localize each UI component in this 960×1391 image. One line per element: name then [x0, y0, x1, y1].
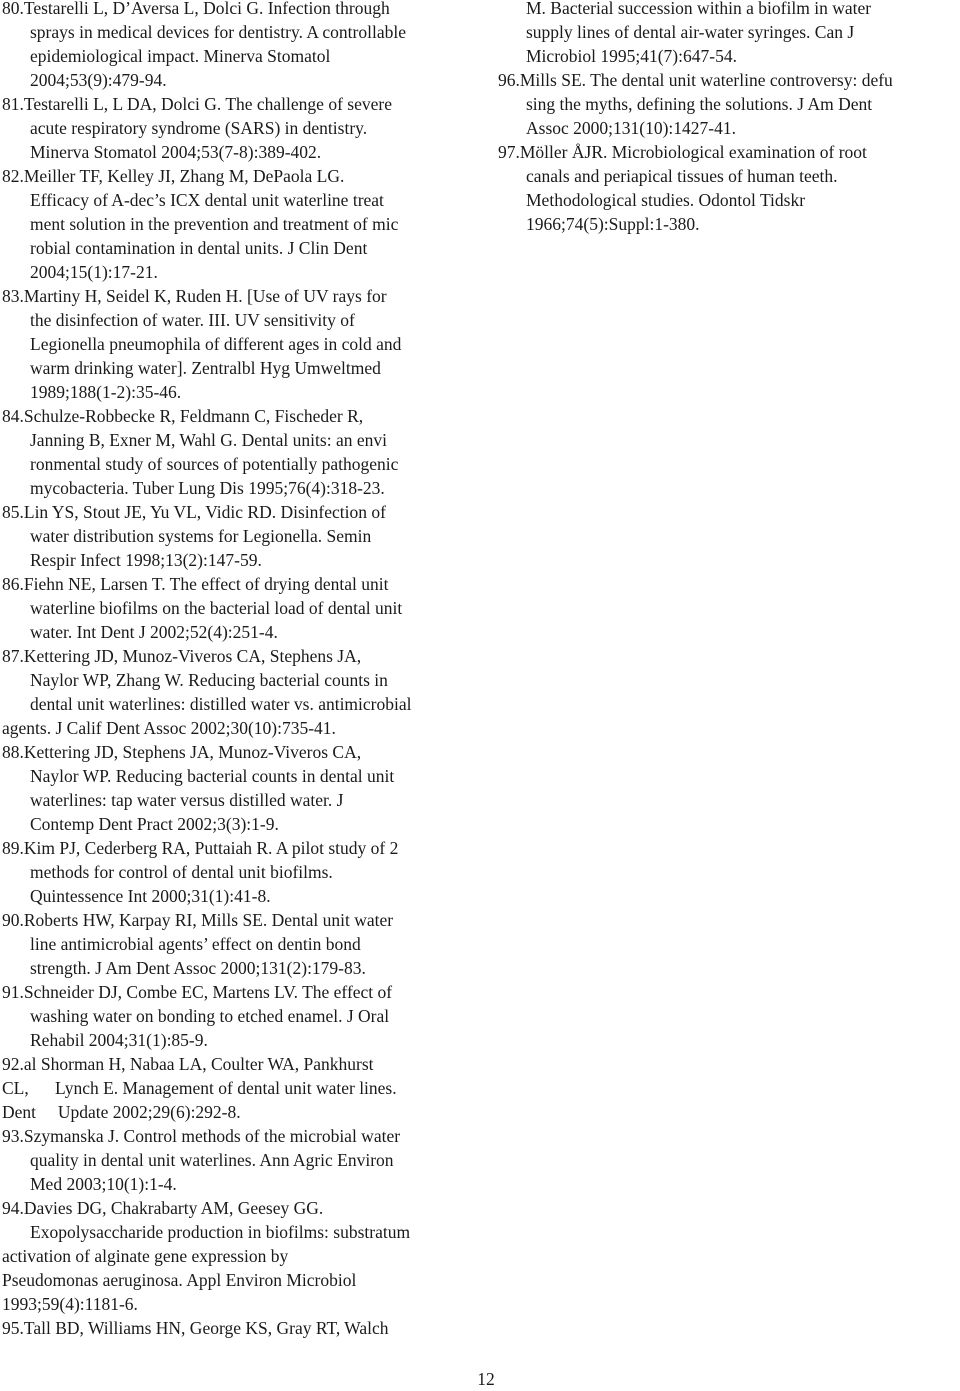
- reference-number: 96.: [498, 70, 520, 90]
- reference-continuation-line: mycobacteria. Tuber Lung Dis 1995;76(4):318-23.: [30, 478, 385, 498]
- reference-continuation-line: Naylor WP, Zhang W. Reducing bacterial counts in: [30, 670, 388, 690]
- reference-text: Martiny H, Seidel K, Ruden H. [Use of UV rays for: [23, 286, 387, 306]
- reference-continuation-line: Naylor WP. Reducing bacterial counts in dental unit: [30, 766, 395, 786]
- reference-number: 95.: [2, 1318, 24, 1338]
- reference-number: 93.: [2, 1126, 24, 1146]
- reference-text: Lin YS, Stout JE, Yu VL, Vidic RD. Disinfection of: [23, 502, 386, 522]
- reference-number: 91.: [2, 982, 24, 1002]
- reference-continuation-line: 2004;15(1):17-21.: [30, 262, 158, 282]
- reference-first-line: [2, 1196, 474, 1220]
- reference-entry: [2, 740, 474, 836]
- reference-continuation-line: Assoc 2000;131(10):1427-41.: [526, 118, 736, 138]
- reference-wrapped-line: 1993;59(4):1181-6.: [2, 1294, 138, 1314]
- reference-text: Schneider DJ, Combe EC, Martens LV. The effect of: [23, 982, 393, 1002]
- reference-continuation-line: Efficacy of A-dec’s ICX dental unit waterline treat: [30, 190, 384, 210]
- reference-number: 82.: [2, 166, 24, 186]
- reference-entry: [2, 836, 474, 908]
- reference-text: Schulze-Robbecke R, Feldmann C, Fischeder R,: [23, 406, 364, 426]
- reference-number: 80.: [2, 0, 24, 18]
- reference-entry: [2, 1052, 474, 1124]
- reference-first-line: [2, 740, 474, 764]
- reference-continuation-line: the disinfection of water. III. UV sensitivity of: [30, 310, 355, 330]
- reference-first-line: [2, 1052, 474, 1076]
- reference-number: 84.: [2, 406, 24, 426]
- reference-text: Möller ÅJR. Microbiological examination of root: [519, 142, 867, 162]
- reference-first-line: [2, 92, 474, 116]
- reference-text: Davies DG, Chakrabarty AM, Geesey GG.: [23, 1198, 324, 1218]
- reference-entry: [2, 164, 474, 284]
- reference-wrapped-line: Pseudomonas aeruginosa. Appl Environ Microbiol: [2, 1270, 357, 1290]
- reference-entry: [498, 68, 960, 140]
- page-number: 12: [477, 1369, 495, 1389]
- reference-entry: [2, 1196, 474, 1316]
- reference-entry: [2, 644, 474, 740]
- reference-entry: [2, 572, 474, 644]
- reference-continuation-line: Legionella pneumophila of different ages in cold and: [30, 334, 402, 354]
- reference-wrapped-line: Dent Update 2002;29(6):292-8.: [2, 1102, 241, 1122]
- reference-entry: [2, 980, 474, 1052]
- reference-entry: [498, 0, 960, 68]
- reference-number: 87.: [2, 646, 24, 666]
- reference-text: Tall BD, Williams HN, George KS, Gray RT, Walch: [23, 1318, 389, 1338]
- references-right-column: [498, 0, 960, 236]
- reference-continuation-line: Exopolysaccharide production in biofilms: substratum: [30, 1222, 411, 1242]
- reference-entry: [2, 404, 474, 500]
- reference-entry: [2, 0, 474, 92]
- reference-first-line: [2, 404, 474, 428]
- reference-continuation-line: strength. J Am Dent Assoc 2000;131(2):179-83.: [30, 958, 366, 978]
- reference-text: Testarelli L, L DA, Dolci G. The challenge of severe: [23, 94, 392, 114]
- reference-text: Roberts HW, Karpay RI, Mills SE. Dental unit water: [23, 910, 394, 930]
- reference-continuation-line: 1989;188(1-2):35-46.: [30, 382, 182, 402]
- reference-wrapped-line: activation of alginate gene expression by: [2, 1246, 289, 1266]
- reference-number: 81.: [2, 94, 24, 114]
- reference-text: Kettering JD, Stephens JA, Munoz-Viveros CA,: [23, 742, 362, 762]
- reference-continuation-line: line antimicrobial agents’ effect on dentin bond: [30, 934, 361, 954]
- reference-number: 83.: [2, 286, 24, 306]
- reference-continuation-line: sing the myths, defining the solutions. J Am Dent: [526, 94, 873, 114]
- reference-entry: [498, 140, 960, 236]
- reference-number: 85.: [2, 502, 24, 522]
- reference-number: 90.: [2, 910, 24, 930]
- reference-continuation-line: waterline biofilms on the bacterial load of dental unit: [30, 598, 403, 618]
- reference-number: 94.: [2, 1198, 24, 1218]
- reference-continuation-line: epidemiological impact. Minerva Stomatol: [30, 46, 331, 66]
- reference-text: al Shorman H, Nabaa LA, Coulter WA, Pankhurst: [23, 1054, 374, 1074]
- reference-first-line: [2, 644, 474, 668]
- reference-continuation-line: 1966;74(5):Suppl:1-380.: [526, 214, 700, 234]
- reference-first-line: [498, 140, 960, 164]
- reference-continuation-line: quality in dental unit waterlines. Ann Agric Environ: [30, 1150, 394, 1170]
- reference-entry: [2, 92, 474, 164]
- reference-entry: [2, 1124, 474, 1196]
- reference-entry: [2, 908, 474, 980]
- reference-text: Kim PJ, Cederberg RA, Puttaiah R. A pilot study of 2: [23, 838, 399, 858]
- reference-entry: [2, 500, 474, 572]
- reference-continuation-line: canals and periapical tissues of human teeth.: [526, 166, 838, 186]
- reference-text: Kettering JD, Munoz-Viveros CA, Stephens JA,: [23, 646, 362, 666]
- reference-number: 88.: [2, 742, 24, 762]
- reference-entry: [2, 1316, 474, 1340]
- reference-wrapped-line: agents. J Calif Dent Assoc 2002;30(10):735-41.: [2, 718, 336, 738]
- reference-continuation-line: warm drinking water]. Zentralbl Hyg Umweltmed: [30, 358, 381, 378]
- reference-continuation-line: Respir Infect 1998;13(2):147-59.: [30, 550, 262, 570]
- reference-continuation-line: washing water on bonding to etched enamel. J Oral: [30, 1006, 390, 1026]
- reference-first-line: [498, 68, 960, 92]
- reference-continuation-line: Janning B, Exner M, Wahl G. Dental units: an envi: [30, 430, 387, 450]
- reference-continuation-line: ronmental study of sources of potentially pathogenic: [30, 454, 399, 474]
- reference-continuation-line: Quintessence Int 2000;31(1):41-8.: [30, 886, 271, 906]
- reference-continuation-line: Med 2003;10(1):1-4.: [30, 1174, 177, 1194]
- reference-wrapped-line: CL, Lynch E. Management of dental unit water lines.: [2, 1078, 397, 1098]
- reference-number: 92.: [2, 1054, 24, 1074]
- reference-continuation-line: supply lines of dental air-water syringes. Can J: [526, 22, 855, 42]
- reference-first-line: [2, 500, 474, 524]
- reference-number: 86.: [2, 574, 24, 594]
- reference-continuation-line: waterlines: tap water versus distilled water. J: [30, 790, 344, 810]
- reference-continuation-line: 2004;53(9):479-94.: [30, 70, 167, 90]
- reference-continuation-line: Microbiol 1995;41(7):647-54.: [526, 46, 737, 66]
- reference-continuation-line: Methodological studies. Odontol Tidskr: [526, 190, 806, 210]
- reference-text: Testarelli L, D’Aversa L, Dolci G. Infection through: [23, 0, 390, 18]
- reference-text: Meiller TF, Kelley JI, Zhang M, DePaola LG.: [23, 166, 345, 186]
- reference-continuation-line: acute respiratory syndrome (SARS) in dentistry.: [30, 118, 368, 138]
- reference-number: 97.: [498, 142, 520, 162]
- reference-text: Mills SE. The dental unit waterline controversy: defu: [519, 70, 893, 90]
- reference-continuation-line: Rehabil 2004;31(1):85-9.: [30, 1030, 208, 1050]
- reference-first-line: [2, 284, 474, 308]
- reference-first-line: [2, 1316, 474, 1340]
- reference-continuation-line: Minerva Stomatol 2004;53(7-8):389-402.: [30, 142, 322, 162]
- reference-continuation-line: water. Int Dent J 2002;52(4):251-4.: [30, 622, 278, 642]
- reference-continuation-line: Contemp Dent Pract 2002;3(3):1-9.: [30, 814, 279, 834]
- reference-continuation-line: ment solution in the prevention and treatment of mic: [30, 214, 399, 234]
- reference-first-line: [2, 572, 474, 596]
- reference-first-line: [2, 836, 474, 860]
- reference-entry: [2, 284, 474, 404]
- reference-text: Fiehn NE, Larsen T. The effect of drying dental unit: [23, 574, 389, 594]
- reference-first-line: [2, 1124, 474, 1148]
- reference-first-line: [2, 164, 474, 188]
- reference-continuation-line: methods for control of dental unit biofilms.: [30, 862, 333, 882]
- reference-first-line: [2, 0, 474, 20]
- references-left-column: [2, 0, 474, 1340]
- reference-first-line: [2, 908, 474, 932]
- reference-continuation-line: dental unit waterlines: distilled water vs. antimicrobial: [30, 694, 412, 714]
- reference-continuation-line: robial contamination in dental units. J Clin Dent: [30, 238, 368, 258]
- reference-continuation-line: sprays in medical devices for dentistry. A controllable: [30, 22, 406, 42]
- reference-continuation-line: water distribution systems for Legionella. Semin: [30, 526, 372, 546]
- reference-number: 89.: [2, 838, 24, 858]
- reference-continuation-line: M. Bacterial succession within a biofilm in water: [526, 0, 872, 18]
- reference-text: Szymanska J. Control methods of the microbial water: [23, 1126, 401, 1146]
- reference-first-line: [2, 980, 474, 1004]
